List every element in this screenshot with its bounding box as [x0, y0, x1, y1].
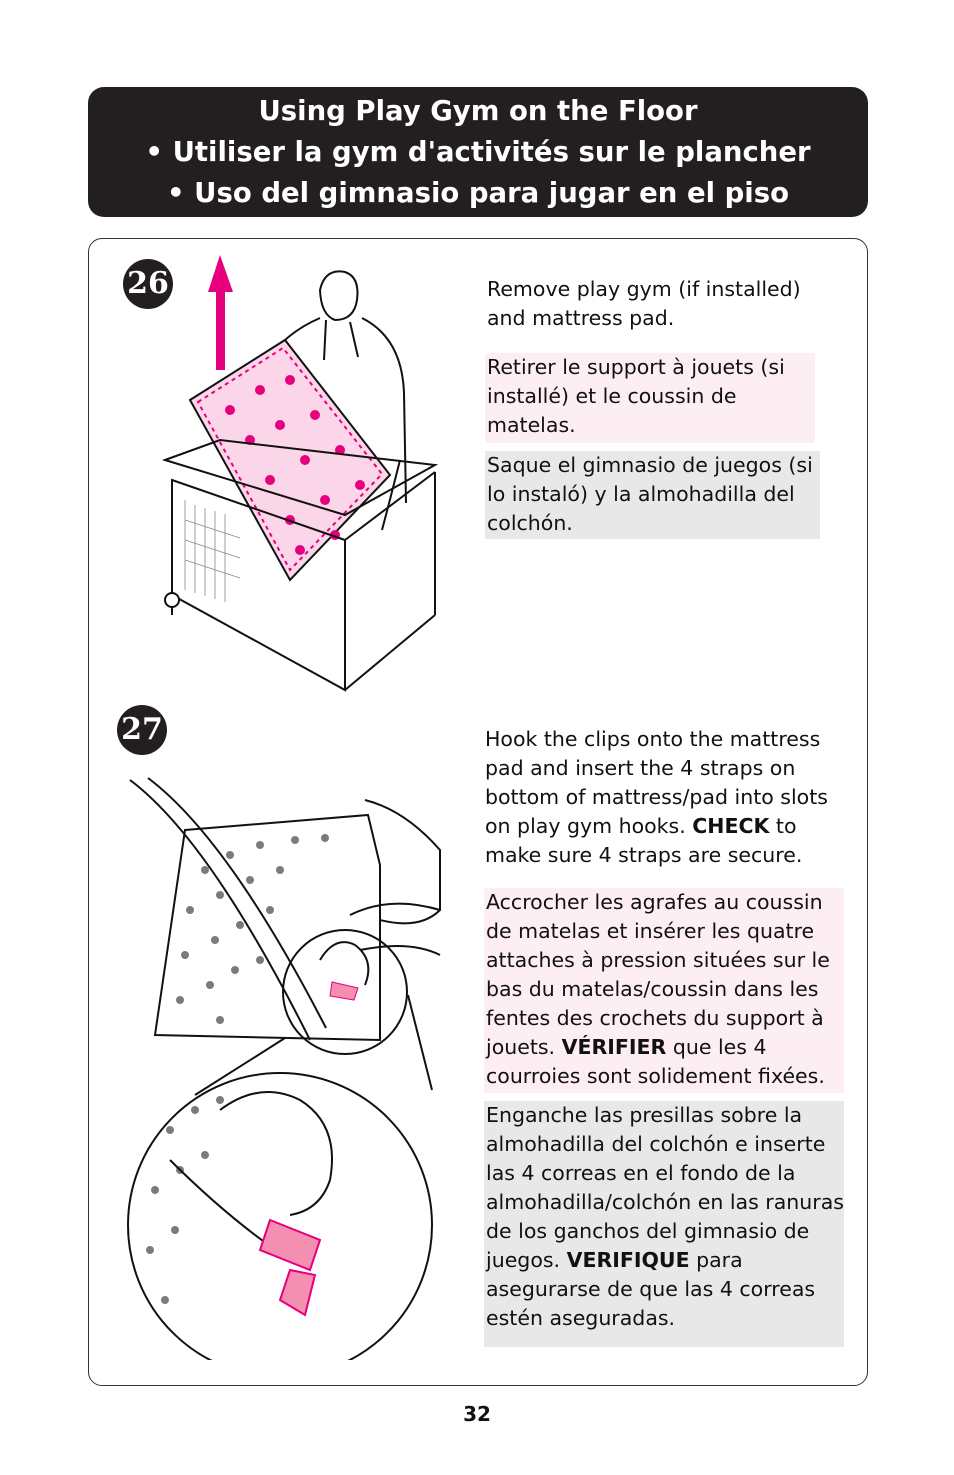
strap-highlight — [260, 982, 358, 1315]
step-27-english-text-end: to make sure 4 straps are secure. — [485, 814, 803, 867]
title-english: Using Play Gym on the Floor — [258, 95, 698, 127]
step-27-french-text-end: que les 4 courroies sont solidement fixées. — [486, 1035, 825, 1088]
title-spanish: • Uso del gimnasio para jugar en el piso — [167, 177, 789, 209]
up-arrow-icon — [208, 255, 233, 370]
step-27-french — [484, 888, 844, 1093]
step-27-english-text: Hook the clips onto the mattress pad and insert the 4 straps on bottom of mattress/pad into slots on play gym hooks. — [485, 727, 828, 838]
step-27-spanish-text: Enganche las presillas sobre la almohadilla del colchón e inserte las 4 correas en el fondo de la almohadilla/colchón en las ranuras de los ganchos del gimnasio de juegos. — [486, 1103, 844, 1272]
crib-mattress-removal-illustration — [150, 250, 450, 695]
step-27-spanish-text-end: para asegurarse de que las 4 correas estén aseguradas. — [486, 1248, 816, 1330]
step-26-badge: 26 — [123, 259, 173, 309]
step-27-spanish — [484, 1101, 844, 1347]
step-27-french-verify: VÉRIFIER — [561, 1035, 667, 1059]
mattress-pad — [190, 340, 390, 580]
title-french: • Utiliser la gym d'activités sur le plancher — [145, 136, 811, 168]
step-27-french-text: Accrocher les agrafes au coussin de matelas et insérer les quatre attaches à pression situées sur le bas du matelas/coussin dans les fentes des crochets du support à jouets. — [486, 890, 830, 1059]
section-title-banner — [88, 87, 868, 217]
step-27-spanish-verify: VERIFIQUE — [566, 1248, 690, 1272]
step-26-english: Remove play gym (if installed) and mattress pad. — [487, 277, 801, 330]
step-26-spanish: Saque el gimnasio de juegos (si lo instaló) y la almohadilla del colchón. — [485, 451, 820, 539]
strap-attachment-illustration — [110, 770, 445, 1360]
step-27-badge: 27 — [117, 705, 167, 755]
step-27-english-check: CHECK — [692, 814, 770, 838]
step-26-french: Retirer le support à jouets (si installé) et le coussin de matelas. — [485, 353, 815, 443]
page-number: 32 — [463, 1402, 491, 1426]
step-27-english — [485, 725, 845, 870]
